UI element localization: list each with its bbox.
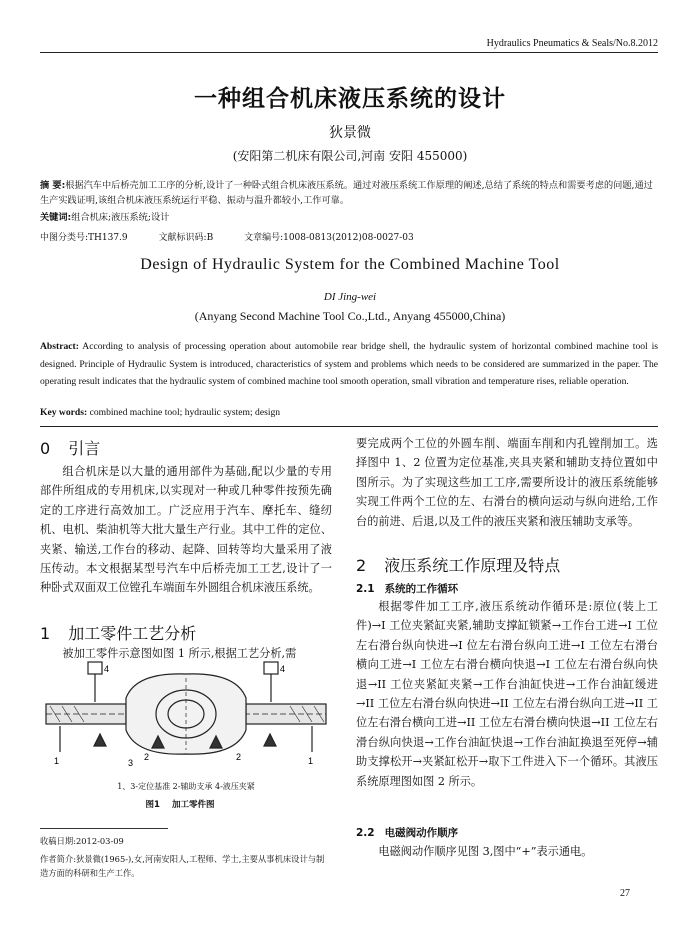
english-keywords-text: combined machine tool; hydraulic system; design [89,407,281,418]
fig1-label-1-left: 1 [54,756,60,766]
section-1-title: 加工零件工艺分析 [68,624,197,643]
abstract-cn-text: 根据汽车中后桥壳加工工序的分析,设计了一种卧式组合机床液压系统。通过对液压系统工作原理的阐述,总结了系统的特点和需要考虑的问题,通过生产实践证明,该组合机床液压系统运行平稳、振动与温升都较小,工作可靠。 [40,180,653,206]
english-keywords-label: Key words: [40,407,88,418]
subsection-2-2-heading [356,825,658,840]
article-number: 文章编号:1008-0813(2012)08-0027-03 [244,233,414,243]
body-rule [40,426,658,427]
fig1-label-2-left: 2 [144,752,150,762]
english-abstract-label: Abstract: [40,341,79,352]
abstract-cn-label: 摘 要: [40,180,66,191]
english-abstract [40,338,658,391]
figure-1-drawing [40,648,332,778]
keywords-cn [40,210,658,225]
author-bio: 作者简介:狄景微(1965-),女,河南安阳人,工程师、学士,主要从事机床设计与制造方面的科研和生产工作。 [40,854,325,878]
english-affiliation: (Anyang Second Machine Tool Co.,Ltd., Anyang 455000,China) [194,309,506,323]
section-2-title: 液压系统工作原理及特点 [384,556,561,575]
section-1-heading [40,621,332,644]
english-title: Design of Hydraulic System for the Combined Machine Tool [140,256,560,273]
keywords-cn-label: 关键词: [40,212,72,223]
section-1-number: 1 [40,624,51,643]
section-0-heading [40,436,332,459]
section-2-heading [356,553,658,576]
english-keywords [40,407,658,418]
page-number: 27 [620,888,630,899]
subsection-2-1-heading [356,581,658,596]
fig1-label-4-left: 4 [104,664,110,674]
classification-line [40,230,658,243]
figure-1-title: 加工零件图 [171,800,215,810]
header-rule [40,52,658,53]
abstract-cn [40,178,658,208]
section-0-paragraph: 组合机床是以大量的通用部件为基础,配以少量的专用部件所组成的专用机床,以实现对一种或几种零件按预先确定的工序进行高效加工。广泛应用于汽车、摩托车、缝纫机、电机、柴油机等大批大量生产行业。其中工件的定位、夹紧、输送,工作台的移动、起降、回转等均大量采用了液压传动。本文根据某型号汽车中后桥壳加工工艺,设计了一种卧式双面双工位镗孔车端面车外圆组合机床液压系统。 [40,465,332,595]
fig1-label-2-right: 2 [236,752,242,762]
section-0-number: 0 [40,439,51,458]
fig1-label-4-right: 4 [280,664,286,674]
received-date: 收稿日期:2012-03-09 [40,836,124,846]
author-affiliation: (安阳第二机床有限公司,河南 安阳 455000) [232,149,468,163]
subsection-2-1-number: 2.1 [356,583,375,595]
footnote-rule [40,828,168,829]
author-name: 狄景微 [329,125,371,141]
english-author: DI Jing-wei [323,291,377,303]
subsection-2-2-number: 2.2 [356,827,375,839]
figure-1-number: 图1 [145,800,160,810]
fig1-label-3: 3 [128,758,134,768]
section-2-number: 2 [356,556,367,575]
paper-title: 一种组合机床液压系统的设计 [194,86,506,112]
section-1-paragraph: 被加工零件示意图如图 1 所示,根据工艺分析,需 [62,647,297,660]
subsection-2-2-title: 电磁阀动作顺序 [384,827,459,839]
fig1-label-1-right: 1 [308,756,314,766]
subsection-2-1-paragraph: 根据零件加工工序,液压系统动作循环是:原位(装上工件)→I 工位夹紧缸夹紧,辅助支撑缸锁紧→工作台工进→I 工位左右滑台纵向快进→I 位左右滑台纵向工进→I 工位左右滑台横向工进→I 工位左右滑台横向快退→I 工位左右滑台纵向快退→II 工位夹紧缸夹紧→工作台油缸快进→工作台油缸缓进→II 工位左右滑台纵向快进→II 工位左右滑台纵向工进→II 工位左右滑台横向工进→II 工位左右滑台横向快退→II 工位左右滑台纵向快退→工作台油缸快退→工作台油缸换退至死停→辅助支撑松开→夹紧缸松开→取下工件进入下一个循环。其液压系统原理图如图 2 所示。 [356,600,658,788]
figure-1-legend: 1、3-定位基准 2-辅助支承 4-液压夹紧 [117,782,255,791]
section-0-title: 引言 [68,439,101,458]
subsection-2-1-title: 系统的工作循环 [384,583,459,595]
section-1-continued: 要完成两个工位的外圆车削、端面车削和内孔镗削加工。选择图中 1、2 位置为定位基准,夹具夹紧和辅助支持位置如中图所示。为了实现这些加工工序,需要所设计的液压系统能够实现工件两个工位的左、右滑台的横向运动与纵向进给,工作台的前进、后退,以及工件的液压夹紧和液压辅助支承等。 [356,437,658,528]
figure-1-caption [40,798,332,810]
journal-header: Hydraulics Pneumatics & Seals/No.8.2012 [486,38,658,49]
subsection-2-2-paragraph: 电磁阀动作顺序见图 3,图中“+”表示通电。 [378,845,593,858]
clc-number: 中图分类号:TH137.9 [40,233,128,243]
document-code: 文献标识码:B [158,233,214,243]
english-abstract-text: According to analysis of processing operation about automobile rear bridge shell, the hydraulic system of horizontal combined machine tool is designed. Principle of Hydraulic System is introduced, characteristics of system and problems which needs to be considered are summarized in the paper. The operating result indicates that the hydraulic system of combined machine tool smooth operation, small vibration and temperature rises, reliable operation. [40,341,658,387]
keywords-cn-text: 组合机床;液压系统;设计 [71,212,170,223]
